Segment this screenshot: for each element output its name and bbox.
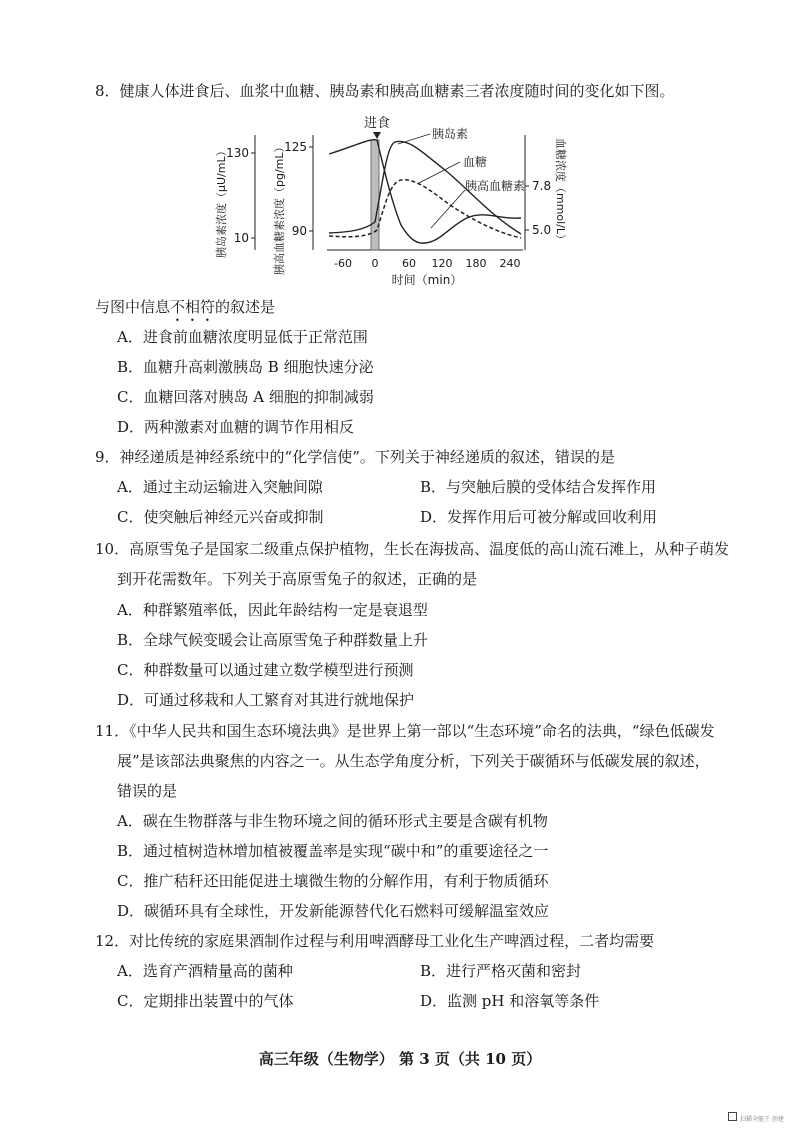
q12-option-c[interactable]: C．定期排出装置中的气体 (117, 992, 294, 1010)
q11-option-d[interactable]: D．碳循环具有全球性，开发新能源替代化石燃料可缓解温室效应 (117, 902, 550, 920)
q12-option-a[interactable]: A．选育产酒精量高的菌种 (117, 962, 293, 980)
eating-period-bar (371, 140, 379, 250)
q11-stem-line1: 11．《中华人民共和国生态环境法典》是世界上第一部以“生态环境”命名的法典，“绿色低碳发 (95, 722, 715, 740)
axis3-tick: 7.8 (532, 179, 552, 193)
emphasis-text: 不相符 (170, 298, 216, 316)
x-tick: -60 (334, 257, 352, 270)
curve-label-insulin: 胰岛素 (432, 127, 469, 141)
q10-stem-line2: 到开花需数年。下列关于高原雪兔子的叙述，正确的是 (117, 570, 478, 588)
axis1-tick: 130 (226, 146, 249, 160)
x-tick: 60 (402, 257, 416, 270)
axis1-label: 胰岛素浓度（μU/mL） (215, 145, 228, 258)
eat-arrow-icon (373, 132, 381, 139)
q11-option-b[interactable]: B．通过植树造林增加植被覆盖率是实现“碳中和”的重要途径之一 (117, 842, 549, 860)
q10-option-c[interactable]: C．种群数量可以通过建立数学模型进行预测 (117, 661, 414, 679)
q12-option-b[interactable]: B．进行严格灭菌和密封 (420, 962, 582, 980)
q9-option-b[interactable]: B．与突触后膜的受体结合发挥作用 (420, 478, 657, 496)
curve-label-glucagon: 胰高血糖素 (465, 179, 526, 193)
eat-label: 进食 (363, 116, 391, 131)
axis2-tick: 90 (291, 224, 307, 238)
q8-option-d[interactable]: D．两种激素对血糖的调节作用相反 (117, 418, 355, 436)
q9-stem: 9．神经递质是神经系统中的“化学信使”。下列关于神经递质的叙述，错误的是 (95, 448, 615, 466)
q8-figure (205, 110, 567, 290)
q8-question: 与图中信息不相符的叙述是 (95, 298, 276, 316)
x-tick: 0 (371, 257, 379, 270)
axis2-label: 胰高血糖素浓度（pg/mL） (273, 141, 286, 275)
axis3-tick: 5.0 (532, 223, 552, 237)
q10-option-b[interactable]: B．全球气候变暖会让高原雪兔子种群数量上升 (117, 631, 429, 649)
q10-option-d[interactable]: D．可通过移栽和人工繁育对其进行就地保护 (117, 691, 415, 709)
page-footer: 高三年级（生物学） 第 3 页（共 10 页） (258, 1050, 542, 1068)
q8-stem: 8．健康人体进食后、血浆中血糖、胰岛素和胰高血糖素三者浓度随时间的变化如下图。 (95, 82, 675, 100)
q9-option-c[interactable]: C．使突触后神经元兴奋或抑制 (117, 508, 324, 526)
axis2-tick: 125 (284, 140, 307, 154)
qr-icon (728, 1112, 737, 1121)
x-tick: 240 (499, 257, 521, 270)
q11-stem-line3: 错误的是 (117, 782, 178, 800)
q8-option-a[interactable]: A．进食前血糖浓度明显低于正常范围 (117, 328, 368, 346)
x-tick: 120 (431, 257, 453, 270)
axis3-label: 血糖浓度（mmol/L） (554, 138, 567, 246)
q10-stem-line1: 10．高原雪兔子是国家二级重点保护植物，生长在海拔高、温度低的高山流石滩上，从种子萌发 (95, 540, 730, 558)
q12-option-d[interactable]: D．监测 pH 和溶氧等条件 (420, 992, 600, 1010)
q9-option-a[interactable]: A．通过主动运输进入突触间隙 (117, 478, 323, 496)
q8-option-b[interactable]: B．血糖升高刺激胰岛 B 细胞快速分泌 (117, 358, 374, 376)
q9-option-d[interactable]: D．发挥作用后可被分解或回收利用 (420, 508, 658, 526)
x-axis-label: 时间（min） (391, 273, 463, 287)
axis1-tick: 10 (233, 231, 249, 245)
q10-option-a[interactable]: A．种群繁殖率低，因此年龄结构一定是衰退型 (117, 601, 428, 619)
q11-option-c[interactable]: C．推广秸秆还田能促进土壤微生物的分解作用，有利于物质循环 (117, 872, 549, 890)
scanner-watermark: 扫描全能王 创建 (740, 1116, 784, 1123)
curve-label-glucose: 血糖 (463, 155, 488, 169)
q11-option-a[interactable]: A．碳在生物群落与非生物环境之间的循环形式主要是含碳有机物 (117, 812, 548, 830)
q8-option-c[interactable]: C．血糖回落对胰岛 A 细胞的抑制减弱 (117, 388, 374, 406)
q11-stem-line2: 展”是该部法典聚焦的内容之一。从生态学角度分析，下列关于碳循环与低碳发展的叙述， (117, 752, 710, 770)
x-tick: 180 (465, 257, 487, 270)
hormone-glucose-graph (205, 110, 567, 290)
q12-stem: 12．对比传统的家庭果酒制作过程与利用啤酒酵母工业化生产啤酒过程，二者均需要 (95, 932, 655, 950)
